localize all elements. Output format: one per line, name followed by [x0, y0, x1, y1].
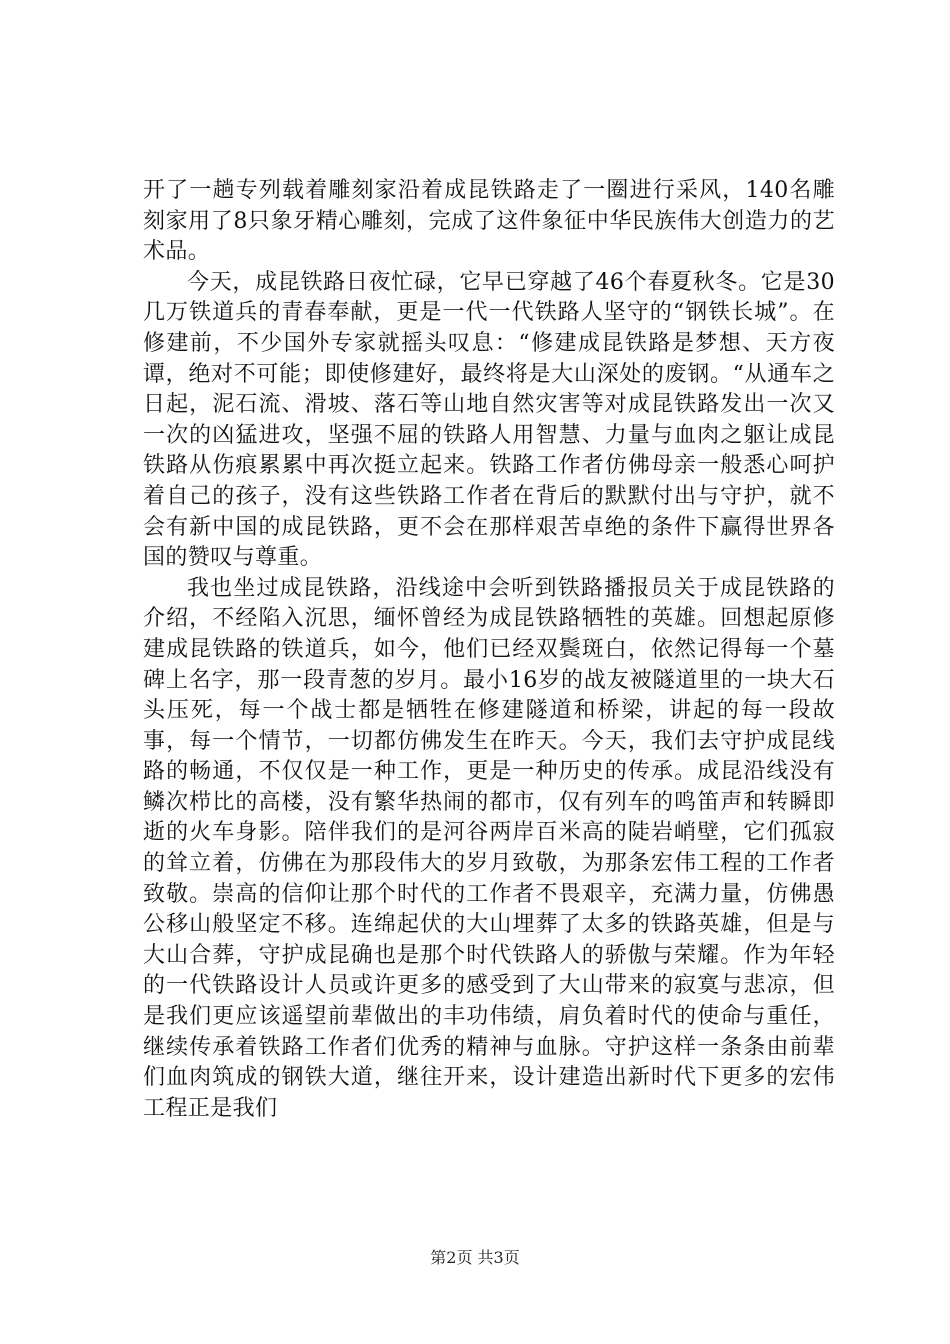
paragraph-1: 开了一趟专列载着雕刻家沿着成昆铁路走了一圈进行采风，140名雕刻家用了8只象牙精心雕刻，完成了这件象征中华民族伟大创造力的艺术品。 [143, 178, 835, 265]
paragraph-2: 今天，成昆铁路日夜忙碌，它早已穿越了46个春夏秋冬。它是30几万铁道兵的青春奉献，更是一代一代铁路人坚守的“钢铁长城”。在修建前，不少国外专家就摇头叹息：“修建成昆铁路是梦想、天方夜谭，绝对不可能；即使修建好，最终将是大山深处的废钢。“从通车之日起，泥石流、滑坡、落石等山地自然灾害等对成昆铁路发出一次又一次的凶猛进攻，坚强不屈的铁路人用智慧、力量与血肉之躯让成昆铁路从伤痕累累中再次挺立起来。铁路工作者仿佛母亲一般悉心呵护着自己的孩子，没有这些铁路工作者在背后的默默付出与守护，就不会有新中国的成昆铁路，更不会在那样艰苦卓绝的条件下赢得世界各国的赞叹与尊重。 [143, 269, 835, 571]
page-footer: 第2页 共3页 [430, 1248, 520, 1267]
body-text [143, 176, 835, 1124]
paragraph-3: 我也坐过成昆铁路，沿线途中会听到铁路播报员关于成昆铁路的介绍，不经陷入沉思，缅怀曾经为成昆铁路牺牲的英雄。回想起原修建成昆铁路的铁道兵，如今，他们已经双鬓斑白，依然记得每一个墓碑上名字，那一段青葱的岁月。最小16岁的战友被隧道里的一块大石头压死，每一个战士都是牺牲在修建隧道和桥梁，讲起的每一段故事，每一个情节，一切都仿佛发生在昨天。今天，我们去守护成昆线路的畅通，不仅仅是一种工作，更是一种历史的传承。成昆沿线没有鳞次栉比的高楼，没有繁华热闹的都市，仅有列车的鸣笛声和转瞬即逝的火车身影。陪伴我们的是河谷两岸百米高的陡岩峭壁，它们孤寂的耸立着，仿佛在为那段伟大的岁月致敬，为那条宏伟工程的工作者致敬。崇高的信仰让那个时代的工作者不畏艰辛，充满力量，仿佛愚公移山般坚定不移。连绵起伏的大山埋葬了太多的铁路英雄，但是与大山合葬，守护成昆确也是那个时代铁路人的骄傲与荣耀。作为年轻的一代铁路设计人员或许更多的感受到了大山带来的寂寞与悲凉，但是我们更应该遥望前辈做出的丰功伟绩，肩负着时代的使命与重任，继续传承着铁路工作者们优秀的精神与血脉。守护这样一条条由前辈们血肉筑成的钢铁大道，继往开来，设计建造出新时代下更多的宏伟工程正是我们 [143, 575, 835, 1121]
